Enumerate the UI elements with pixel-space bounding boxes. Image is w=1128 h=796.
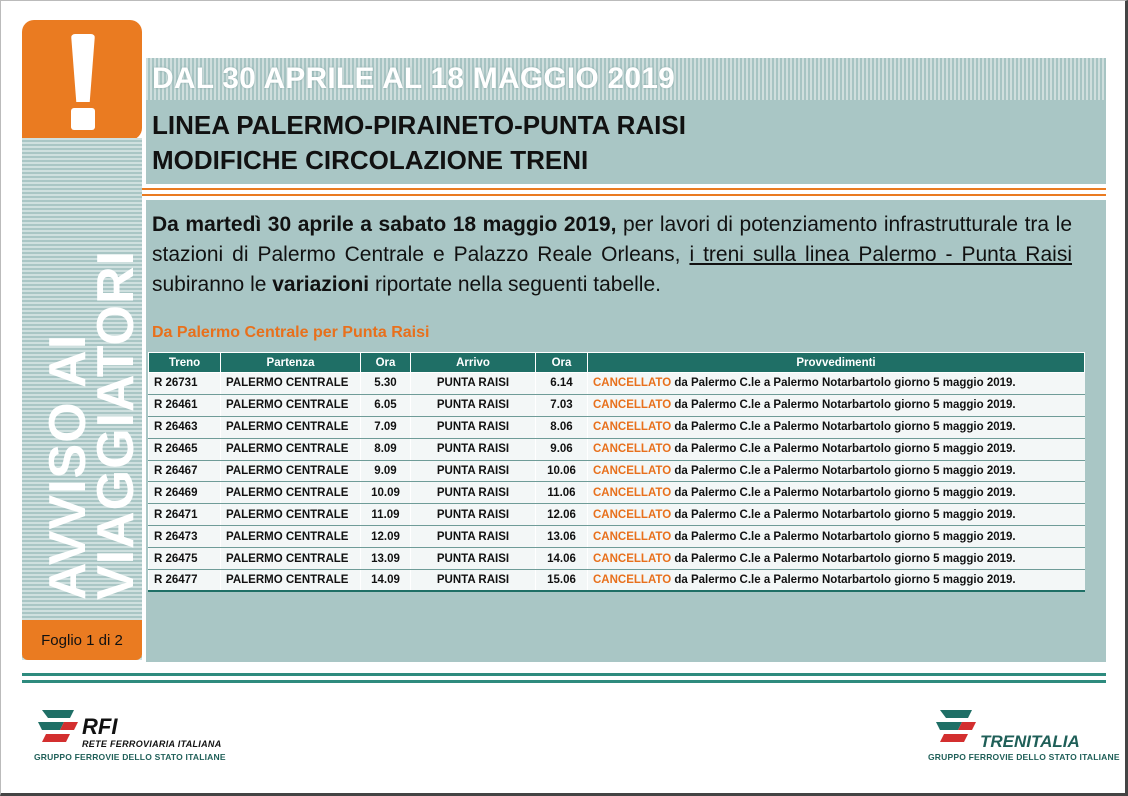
cell-provvedimenti [588,394,1085,416]
provvedimento-note: da Palermo C.le a Palermo Notarbartolo giorno 5 maggio 2019. [671,421,1016,434]
intro-bold-word: variazioni [272,273,370,296]
status-cancelled: CANCELLATO [593,574,672,587]
status-cancelled: CANCELLATO [593,421,672,434]
rfi-group-label: GRUPPO FERROVIE DELLO STATO ITALIANE [34,752,226,762]
table-row [149,460,1085,482]
section-title: Da Palermo Centrale per Punta Raisi [152,324,430,341]
table-row [149,394,1085,416]
cell-ora-partenza: 6.05 [361,394,411,416]
status-cancelled: CANCELLATO [593,399,672,412]
cell-ora-arrivo: 15.06 [536,570,588,592]
cell-arrivo: PUNTA RAISI [411,526,536,548]
separator-orange [22,188,1106,190]
page-indicator: Foglio 1 di 2 [22,620,142,660]
separator-teal [22,673,1106,676]
cell-provvedimenti [588,548,1085,570]
table-row [149,548,1085,570]
table-row [149,482,1085,504]
cell-ora-partenza: 11.09 [361,504,411,526]
header-treno: Treno [149,353,221,373]
header-arrivo: Arrivo [411,353,536,373]
cell-partenza: PALERMO CENTRALE [221,373,361,395]
vertical-title-line2: VIAGGIATORI [87,250,145,600]
cell-treno: R 26463 [149,416,221,438]
provvedimento-note: da Palermo C.le a Palermo Notarbartolo giorno 5 maggio 2019. [671,486,1016,499]
cell-ora-partenza: 13.09 [361,548,411,570]
cell-arrivo: PUNTA RAISI [411,416,536,438]
table-header-row [149,353,1085,373]
cell-partenza: PALERMO CENTRALE [221,526,361,548]
status-cancelled: CANCELLATO [593,465,672,477]
rfi-name: RFI [82,714,118,739]
cell-arrivo: PUNTA RAISI [411,394,536,416]
provvedimento-note: da Palermo C.le a Palermo Notarbartolo giorno 5 maggio 2019. [671,465,1016,477]
fs-logo-icon [34,706,80,746]
cell-ora-partenza: 12.09 [361,526,411,548]
vertical-title-line1: AVVISO AI [39,333,97,600]
cell-arrivo: PUNTA RAISI [411,482,536,504]
cell-treno: R 26477 [149,570,221,592]
status-cancelled: CANCELLATO [593,486,672,499]
cell-partenza: PALERMO CENTRALE [221,504,361,526]
table-row [149,504,1085,526]
cell-treno: R 26469 [149,482,221,504]
cell-treno: R 26465 [149,438,221,460]
cell-provvedimenti [588,526,1085,548]
header-provvedimenti: Provvedimenti [588,353,1085,373]
cell-partenza: PALERMO CENTRALE [221,438,361,460]
cell-ora-partenza: 9.09 [361,460,411,482]
warning-badge [22,20,142,140]
notice-subtitle: MODIFICHE CIRCOLAZIONE TRENI [152,145,589,175]
table-row [149,373,1085,395]
provvedimento-note: da Palermo C.le a Palermo Notarbartolo giorno 5 maggio 2019. [671,508,1016,521]
cell-arrivo: PUNTA RAISI [411,373,536,395]
status-cancelled: CANCELLATO [593,508,672,521]
separator-teal [22,680,1106,683]
intro-text1: per lavori di potenziamento infrastrutturale tra le stazioni di Palermo Centrale e Palazzo Reale Orleans, [152,213,1072,266]
status-cancelled: CANCELLATO [593,377,672,390]
header-ora-arrivo: Ora [536,353,588,373]
intro-underlined: i treni sulla linea Palermo - Punta Raisi [689,243,1072,266]
cell-arrivo: PUNTA RAISI [411,460,536,482]
header-partenza: Partenza [221,353,361,373]
cell-partenza: PALERMO CENTRALE [221,548,361,570]
cell-ora-arrivo: 6.14 [536,373,588,395]
cell-partenza: PALERMO CENTRALE [221,460,361,482]
cell-ora-arrivo: 7.03 [536,394,588,416]
cell-provvedimenti [588,482,1085,504]
cell-arrivo: PUNTA RAISI [411,548,536,570]
intro-paragraph [152,210,1072,300]
provvedimento-note: da Palermo C.le a Palermo Notarbartolo giorno 5 maggio 2019. [671,530,1016,543]
cell-treno: R 26471 [149,504,221,526]
table-row [149,570,1085,592]
cell-ora-arrivo: 9.06 [536,438,588,460]
intro-text3: riportate nella seguenti tabelle. [369,273,661,296]
provvedimento-note: da Palermo C.le a Palermo Notarbartolo giorno 5 maggio 2019. [671,574,1016,587]
cell-arrivo: PUNTA RAISI [411,438,536,460]
cell-partenza: PALERMO CENTRALE [221,482,361,504]
table-row [149,416,1085,438]
cell-provvedimenti [588,416,1085,438]
vertical-title [22,220,145,600]
provvedimento-note: da Palermo C.le a Palermo Notarbartolo giorno 5 maggio 2019. [671,552,1016,565]
table-row [149,438,1085,460]
cell-provvedimenti [588,438,1085,460]
cell-provvedimenti [588,460,1085,482]
header-ora-partenza: Ora [361,353,411,373]
cell-ora-arrivo: 13.06 [536,526,588,548]
cell-ora-partenza: 14.09 [361,570,411,592]
table-row [149,526,1085,548]
cell-treno: R 26731 [149,373,221,395]
trenitalia-logo [928,706,1120,768]
intro-text2: subiranno le [152,273,273,296]
separator-orange [22,194,1106,196]
cell-arrivo: PUNTA RAISI [411,504,536,526]
cell-provvedimenti [588,373,1085,395]
date-range-heading: DAL 30 APRILE AL 18 MAGGIO 2019 [152,62,676,95]
cell-ora-arrivo: 11.06 [536,482,588,504]
intro-lead: Da martedì 30 aprile a sabato 18 maggio 2019, [152,213,617,236]
fs-logo-icon [932,706,978,746]
cell-ora-partenza: 5.30 [361,373,411,395]
cell-arrivo: PUNTA RAISI [411,570,536,592]
cell-treno: R 26467 [149,460,221,482]
status-cancelled: CANCELLATO [593,443,672,456]
cell-treno: R 26473 [149,526,221,548]
cell-ora-arrivo: 14.06 [536,548,588,570]
cell-provvedimenti [588,504,1085,526]
cell-ora-partenza: 8.09 [361,438,411,460]
trenitalia-group-label: GRUPPO FERROVIE DELLO STATO ITALIANE [928,752,1120,762]
train-table [148,352,1085,592]
cell-partenza: PALERMO CENTRALE [221,570,361,592]
cell-ora-partenza: 7.09 [361,416,411,438]
rfi-subtitle: RETE FERROVIARIA ITALIANA [82,739,222,749]
cell-ora-partenza: 10.09 [361,482,411,504]
rfi-logo [34,706,254,768]
line-title: LINEA PALERMO-PIRAINETO-PUNTA RAISI [152,110,686,140]
provvedimento-note: da Palermo C.le a Palermo Notarbartolo giorno 5 maggio 2019. [671,443,1016,456]
cell-partenza: PALERMO CENTRALE [221,394,361,416]
provvedimento-note: da Palermo C.le a Palermo Notarbartolo giorno 5 maggio 2019. [671,377,1016,390]
trenitalia-name: TRENITALIA [980,732,1080,751]
cell-provvedimenti [588,570,1085,592]
status-cancelled: CANCELLATO [593,552,672,565]
cell-ora-arrivo: 12.06 [536,504,588,526]
provvedimento-note: da Palermo C.le a Palermo Notarbartolo giorno 5 maggio 2019. [671,399,1016,412]
status-cancelled: CANCELLATO [593,530,672,543]
exclamation-icon [67,28,97,132]
cell-partenza: PALERMO CENTRALE [221,416,361,438]
cell-treno: R 26475 [149,548,221,570]
cell-ora-arrivo: 10.06 [536,460,588,482]
cell-treno: R 26461 [149,394,221,416]
cell-ora-arrivo: 8.06 [536,416,588,438]
